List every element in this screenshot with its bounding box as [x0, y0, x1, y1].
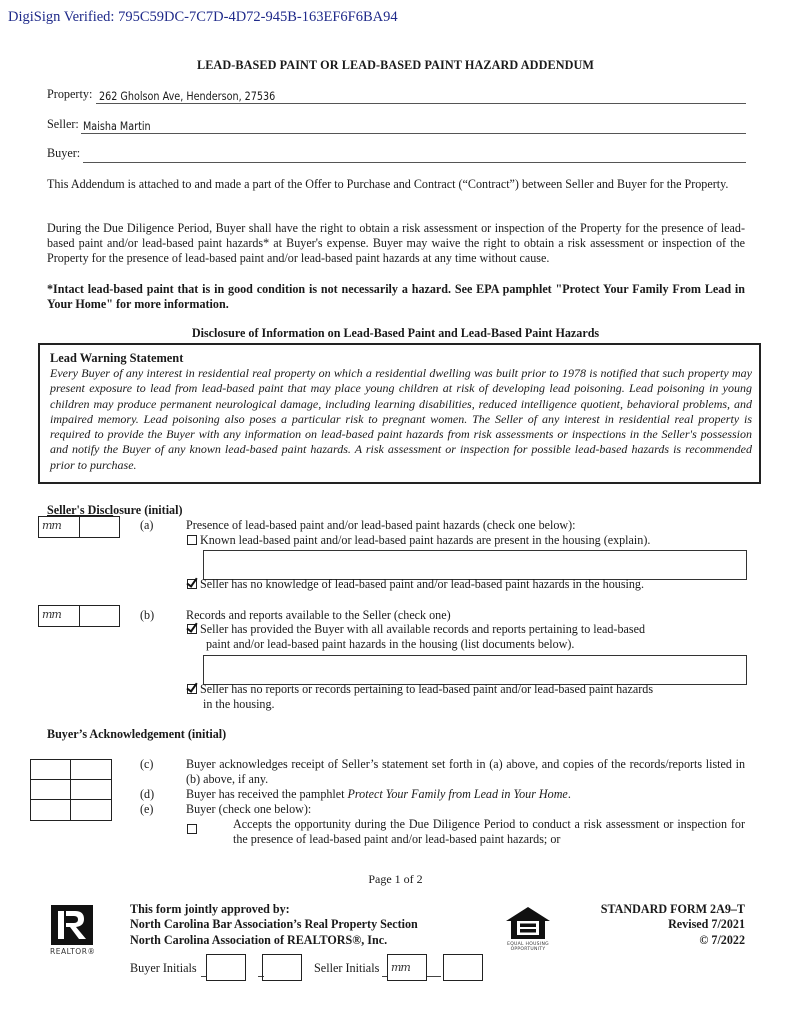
- form-number: STANDARD FORM 2A9–T: [600, 902, 745, 916]
- approved-line: This form jointly approved by:: [130, 902, 290, 916]
- buyer-initial-d-2[interactable]: [71, 780, 111, 800]
- page-number: Page 1 of 2: [368, 872, 423, 886]
- property-value[interactable]: 262 Gholson Ave, Henderson, 27536: [99, 90, 276, 103]
- buyer-initial-e-1[interactable]: [31, 800, 71, 820]
- form-copyright: © 7/2022: [699, 932, 745, 947]
- realtor-caption: REALTOR®: [50, 947, 96, 956]
- footer-seller-initial-1[interactable]: [387, 954, 427, 981]
- buyer-initials-label: Buyer Initials: [130, 961, 197, 975]
- seller-disclosure-heading-underlined: Seller's Discl: [47, 503, 114, 517]
- buyer-initial-d-1[interactable]: [31, 780, 71, 800]
- seller-initial-signature: mm: [391, 961, 410, 974]
- seller-value[interactable]: Maisha Martin: [83, 120, 151, 133]
- equal-housing-caption: EQUAL HOUSING OPPORTUNITY: [507, 942, 549, 952]
- item-letter-c: (c): [140, 757, 154, 771]
- approved-line: North Carolina Association of REALTORS®, Inc.: [130, 932, 388, 947]
- option-no-knowledge[interactable]: [187, 577, 644, 592]
- buyer-initials-grid[interactable]: [30, 759, 112, 821]
- checkbox-known-lead-paint[interactable]: [187, 535, 197, 545]
- item-letter-a: (a): [140, 518, 154, 532]
- option-no-records-label-line2: in the housing.: [203, 697, 275, 711]
- buyer-initial-c-1[interactable]: [31, 760, 71, 780]
- seller-initials-b[interactable]: [38, 605, 120, 627]
- option-no-records-label-line1: Seller has no reports or records pertaining to lead-based paint and/or lead-based paint hazards: [200, 682, 654, 696]
- option-known-lead-paint[interactable]: [187, 533, 650, 548]
- due-diligence-paragraph: During the Due Diligence Period, Buyer shall have the right to obtain a risk assessment or inspection of the Property for the presence of lead-based paint and/or lead-based paint hazards* at Buyer's expense. Buyer may waive the right to obtain a risk assessment or inspection of the Property for the presence of lead-based paint and/or lead-based paint hazards at any time without cause.: [47, 221, 745, 266]
- buyer-label: Buyer:: [47, 146, 81, 160]
- property-label: Property:: [47, 87, 93, 101]
- initials-underline: [427, 976, 441, 977]
- buyer-field[interactable]: [47, 145, 746, 163]
- buyer-initial-c-2[interactable]: [71, 760, 111, 780]
- option-provided-records-label-line1: Seller has provided the Buyer with all available records and reports pertaining to lead-based: [200, 622, 645, 636]
- seller-initial-signature: mm: [42, 608, 61, 621]
- seller-underline: [81, 133, 746, 134]
- approved-line: North Carolina Bar Association’s Real Property Section: [130, 917, 418, 932]
- checkbox-accept-opportunity[interactable]: [187, 824, 197, 834]
- seller-initial-a-2[interactable]: [80, 516, 121, 538]
- checkbox-no-knowledge[interactable]: [187, 579, 197, 589]
- pamphlet-title: Protect Your Family from Lead in Your Home: [347, 787, 568, 801]
- option-provided-records[interactable]: [187, 622, 645, 637]
- buyer-acknowledgement-heading: Buyer’s Acknowledgement (initial): [47, 727, 227, 741]
- equal-housing-logo-icon: [505, 906, 551, 940]
- option-accept-opportunity-label: Accepts the opportunity during the Due Diligence Period to conduct a risk assessment or inspection for the presence of lead-based paint and/or lead-based paint hazards; or: [233, 817, 745, 846]
- item-letter-d: (d): [140, 787, 155, 801]
- documents-input-box[interactable]: [203, 655, 747, 685]
- option-provided-records-label-line2: paint and/or lead-based paint hazards in the housing (list documents below).: [206, 637, 575, 651]
- seller-initials-a[interactable]: [38, 516, 120, 538]
- disclosure-heading: Disclosure of Information on Lead-Based Paint and Lead-Based Paint Hazards: [191, 326, 600, 340]
- document-title: LEAD-BASED PAINT OR LEAD-BASED PAINT HAZARD ADDENDUM: [196, 58, 595, 72]
- seller-disclosure-heading-rest: osure (initial): [113, 503, 183, 517]
- checkbox-no-records[interactable]: [187, 684, 197, 694]
- seller-initial-signature: mm: [42, 519, 61, 532]
- seller-field[interactable]: [47, 116, 746, 134]
- option-accept-opportunity[interactable]: [187, 820, 197, 838]
- footer-buyer-initial-2[interactable]: [262, 954, 302, 981]
- item-letter-e: (e): [140, 802, 154, 816]
- realtor-r-logo-icon: [51, 905, 93, 945]
- option-no-records[interactable]: [187, 682, 653, 697]
- intro-paragraph: This Addendum is attached to and made a part of the Offer to Purchase and Contract (“Contract”) between Seller and Buyer for the Property.: [47, 177, 729, 191]
- item-a-text: Presence of lead-based paint and/or lead-based paint hazards (check one below):: [186, 518, 576, 532]
- form-revised: Revised 7/2021: [668, 917, 745, 932]
- property-underline: [96, 103, 746, 104]
- item-letter-b: (b): [140, 608, 155, 622]
- checkbox-provided-records[interactable]: [187, 624, 197, 634]
- seller-initial-b-2[interactable]: [80, 605, 121, 627]
- item-b-text: Records and reports available to the Seller (check one): [186, 608, 451, 622]
- approved-by-block: [130, 902, 418, 948]
- lead-warning-title: Lead Warning Statement: [50, 351, 184, 365]
- seller-label: Seller:: [47, 117, 79, 131]
- form-id-block: [601, 902, 745, 948]
- option-known-lead-paint-label: Known lead-based paint and/or lead-based paint hazards are present in the housing (explain).: [200, 533, 651, 547]
- item-c-text: Buyer acknowledges receipt of Seller’s statement set forth in (a) above, and copies of the records/reports listed in (b) above, if any.: [186, 757, 745, 786]
- property-field[interactable]: [47, 86, 746, 104]
- explain-input-box[interactable]: [203, 550, 747, 580]
- footer-buyer-initial-1[interactable]: [206, 954, 246, 981]
- buyer-initial-e-2[interactable]: [71, 800, 111, 820]
- item-d-text: Buyer has received the pamphlet Protect Your Family from Lead in Your Home.: [186, 787, 571, 801]
- item-e-text: Buyer (check one below):: [186, 802, 312, 816]
- option-no-knowledge-label: Seller has no knowledge of lead-based paint and/or lead-based paint hazards in the housing.: [200, 577, 645, 591]
- footnote-paragraph: *Intact lead-based paint that is in good condition is not necessarily a hazard. See EPA pamphlet "Protect Your Family From Lead in Your Home" for more information.: [47, 282, 745, 312]
- lead-warning-text: Every Buyer of any interest in residential real property on which a residential dwelling was built prior to 1978 is notified that such property may present exposure to lead from lead-based paint that may place young children at risk of developing lead poisoning. Lead poisoning in young children may produce permanent neurological damage, including learning disabilities, reduced intelligence quotient, behavioral problems, and impaired memory. Lead poisoning also poses a particular risk to pregnant women. The Seller of any interest in residential real property is required to provide the Buyer with any information on lead-based paint hazards from risk assessments or inspections in the Seller's possession and notify the Buyer of any known lead-based paint hazards. A risk assessment or inspection for possible lead-based hazards is recommended prior to purchase.: [50, 366, 752, 472]
- lead-warning-box: [38, 343, 761, 484]
- footer-seller-initial-2[interactable]: [443, 954, 483, 981]
- digisign-verification: DigiSign Verified: 795C59DC-7C7D-4D72-945B-163EF6F6BA94: [8, 9, 398, 25]
- seller-initials-label: Seller Initials: [314, 961, 380, 975]
- buyer-underline: [83, 162, 746, 163]
- seller-initial-a-1[interactable]: [38, 516, 80, 538]
- seller-initial-b-1[interactable]: [38, 605, 80, 627]
